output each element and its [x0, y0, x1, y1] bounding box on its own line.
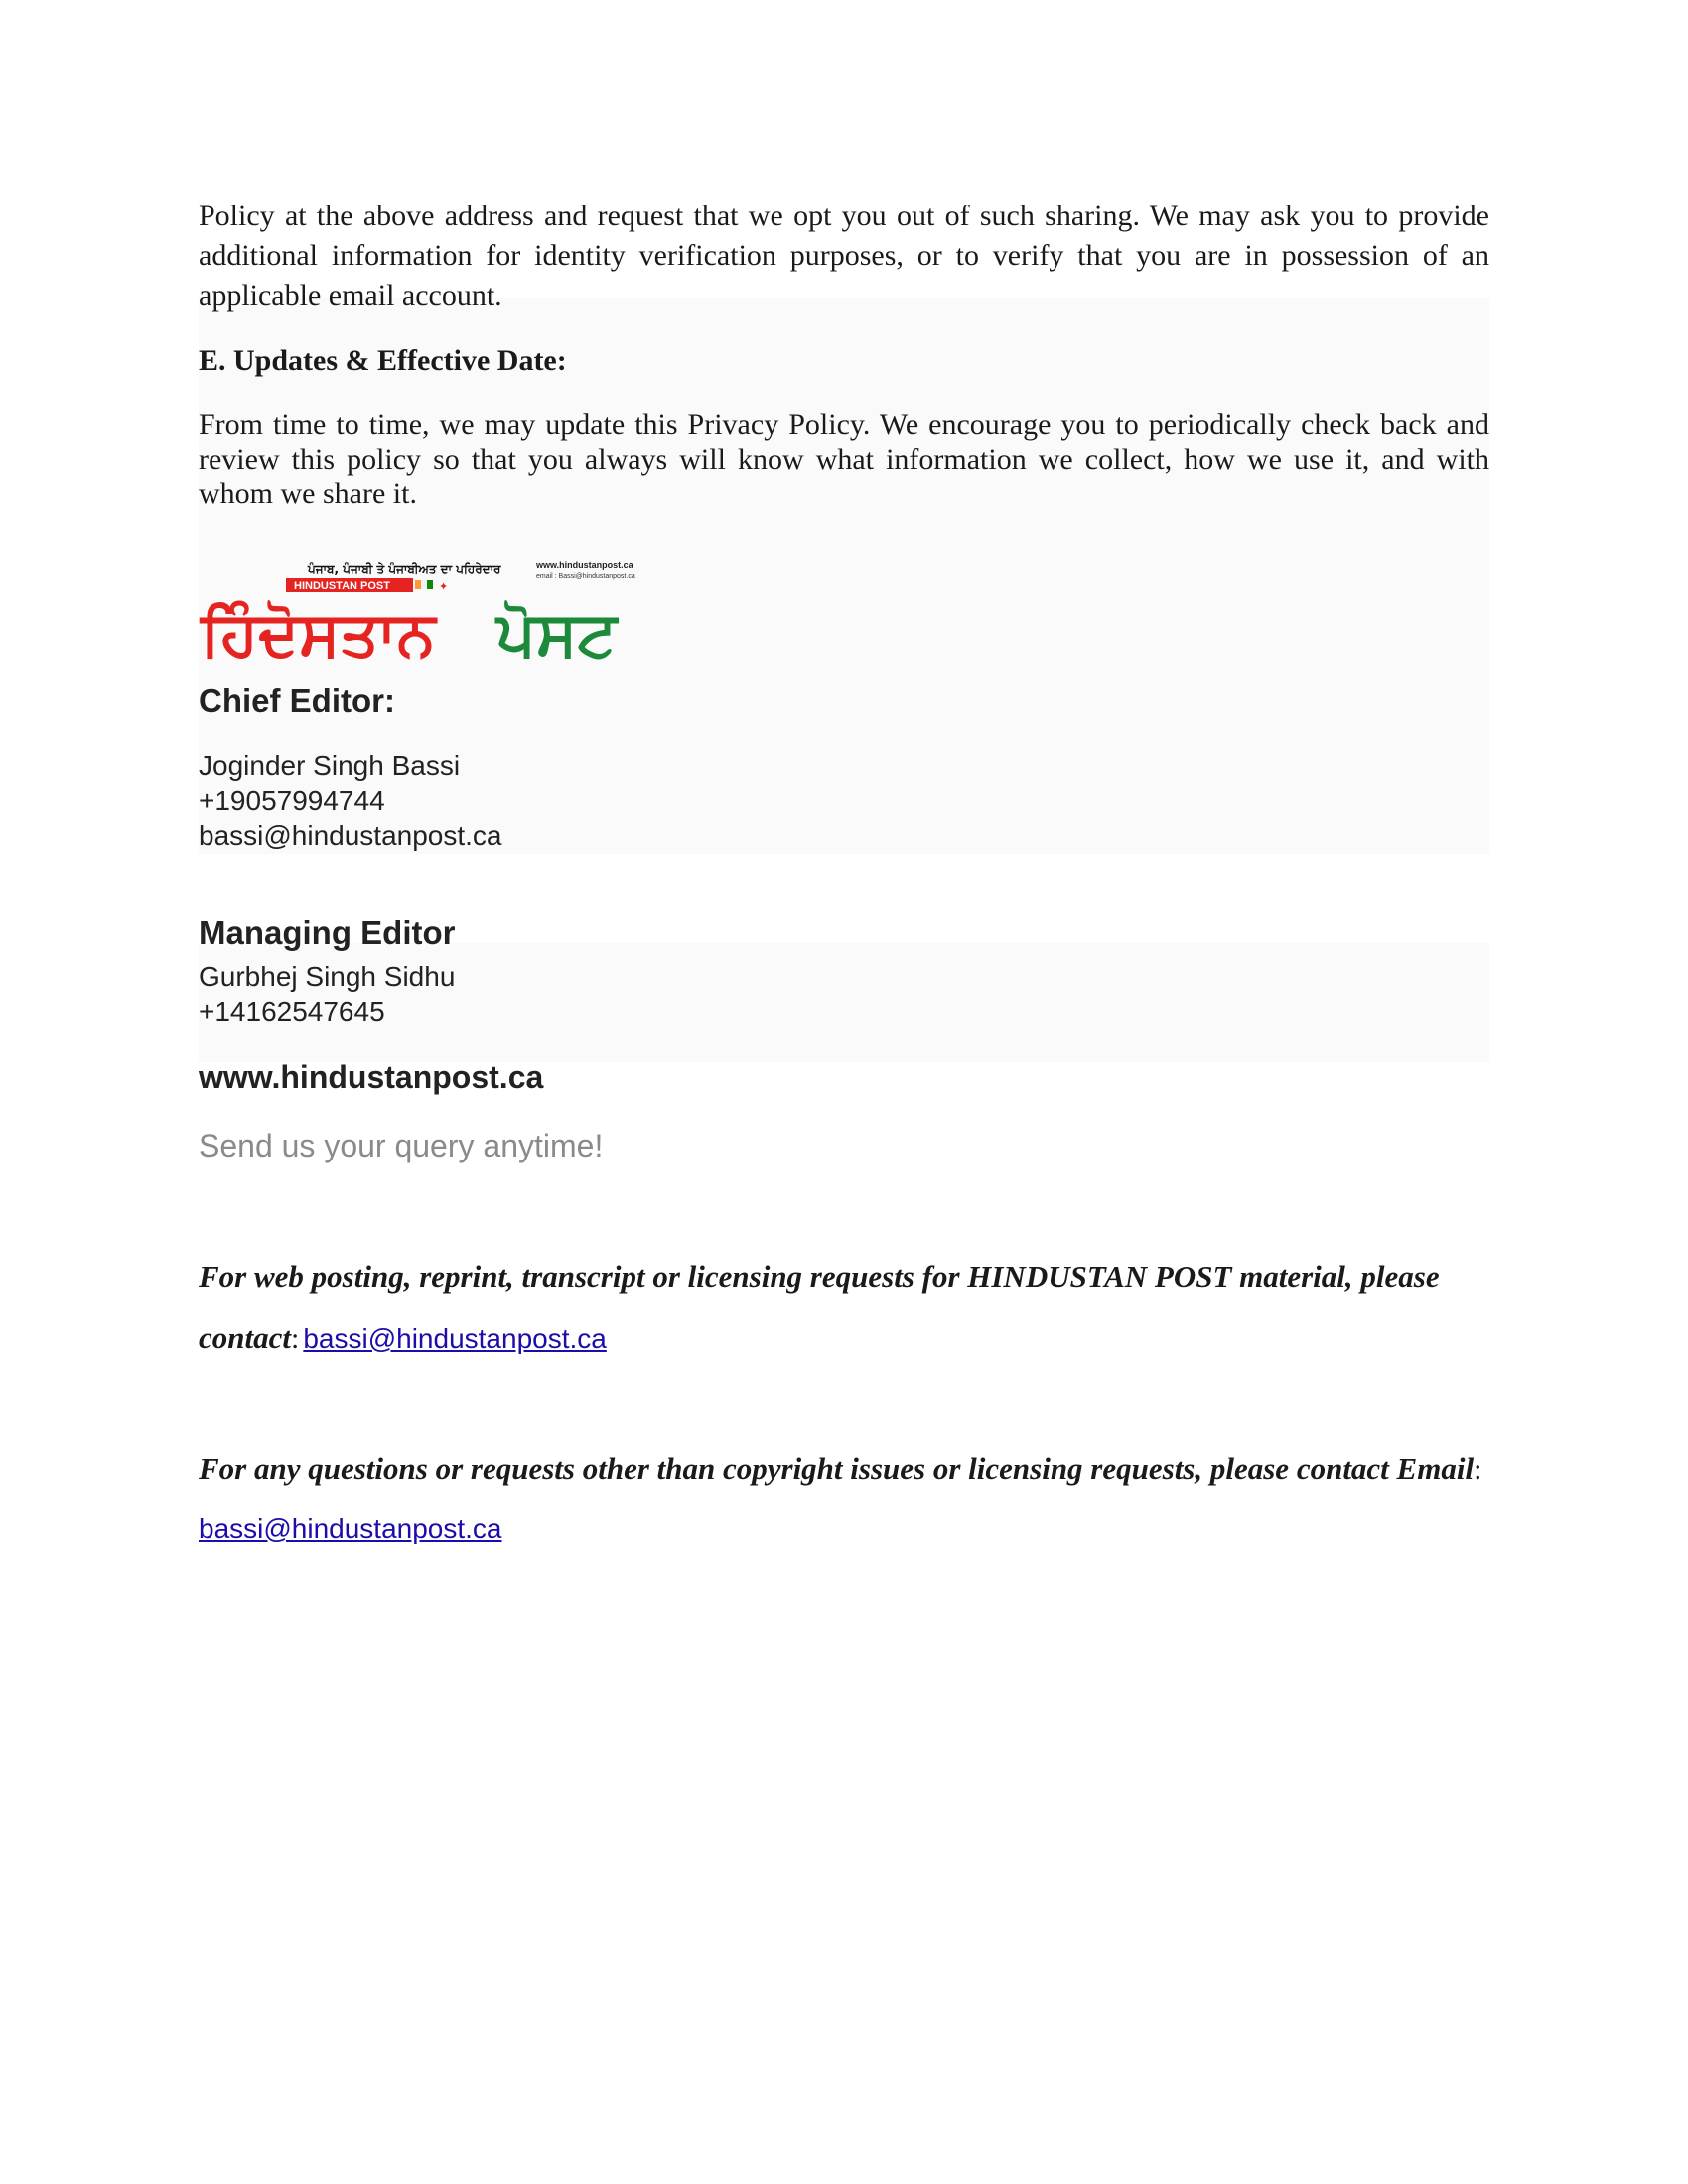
logo-email-small: email : Bassi@hindustanpost.ca: [536, 573, 635, 580]
other-requests-email-line: [199, 1513, 1489, 1545]
chief-editor-label: Chief Editor:: [199, 682, 395, 719]
section-heading: E. Updates & Effective Date:: [199, 344, 567, 377]
other-requests-block: [199, 1451, 1509, 1487]
flag-stripe-white: [421, 580, 427, 589]
query-prompt: Send us your query anytime!: [199, 1128, 604, 1163]
intro-paragraph: Policy at the above address and request that we opt you out of such sharing. We may ask you to provide additional information for identity verification purposes, or to verify that you are in possession of an applicable email account.: [199, 200, 1489, 312]
managing-editor-phone: +14162547645: [199, 996, 385, 1026]
licensing-email-link[interactable]: bassi@hindustanpost.ca: [303, 1323, 607, 1354]
licensing-contact-word: contact: [199, 1320, 291, 1355]
logo-website-small: www.hindustanpost.ca: [536, 560, 633, 570]
licensing-contact-line: [199, 1320, 1489, 1356]
logo-band-text: HINDUSTAN POST: [294, 580, 390, 592]
chief-editor-email: bassi@hindustanpost.ca: [199, 820, 502, 851]
intro-section: [199, 197, 1489, 316]
licensing-text: For web posting, reprint, transcript or licensing requests for HINDUSTAN POST material, please: [199, 1259, 1440, 1294]
flag-stripe-green: [427, 580, 433, 589]
licensing-separator: :: [291, 1322, 300, 1355]
logo-tagline: ਪੰਜਾਬ, ਪੰਜਾਬੀ ਤੇ ਪੰਜਾਬੀਅਤ ਦਾ ਪਹਿਰੇਦਾਰ: [308, 562, 501, 576]
logo-graphic: [199, 556, 645, 665]
managing-editor-details: [199, 959, 1489, 1028]
query-block: [199, 1128, 1489, 1164]
section-body: From time to time, we may update this Privacy Policy. We encourage you to periodically check back and review this policy so that you always will know what information we collect, how we use it, and with whom we share it.: [199, 408, 1489, 510]
flag-stripe-saffron: [415, 580, 421, 589]
section-e-body-wrap: [199, 407, 1489, 511]
other-requests-separator: :: [1474, 1453, 1482, 1486]
logo-word-red: ਹਿੰਦੋਸਤਾਨ: [201, 598, 436, 665]
managing-editor-name: Gurbhej Singh Sidhu: [199, 961, 456, 992]
licensing-block: [199, 1259, 1489, 1295]
website-url: www.hindustanpost.ca: [199, 1059, 544, 1095]
chief-editor-details: [199, 749, 1489, 853]
chief-editor-name: Joginder Singh Bassi: [199, 751, 461, 781]
maple-leaf-icon: ✦: [439, 580, 449, 593]
other-requests-email-link[interactable]: bassi@hindustanpost.ca: [199, 1513, 502, 1544]
managing-editor-block: [199, 914, 1489, 952]
section-e: [199, 344, 1489, 378]
logo-word-green: ਪੋਸਟ: [496, 598, 618, 665]
managing-editor-label: Managing Editor: [199, 914, 456, 951]
other-requests-text: For any questions or requests other than copyright issues or licensing requests, please contact Email: [199, 1451, 1475, 1486]
chief-editor-block: [199, 682, 1489, 720]
website-block: [199, 1059, 1489, 1096]
hindustan-post-logo: [199, 556, 645, 665]
chief-editor-phone: +19057994744: [199, 785, 385, 816]
